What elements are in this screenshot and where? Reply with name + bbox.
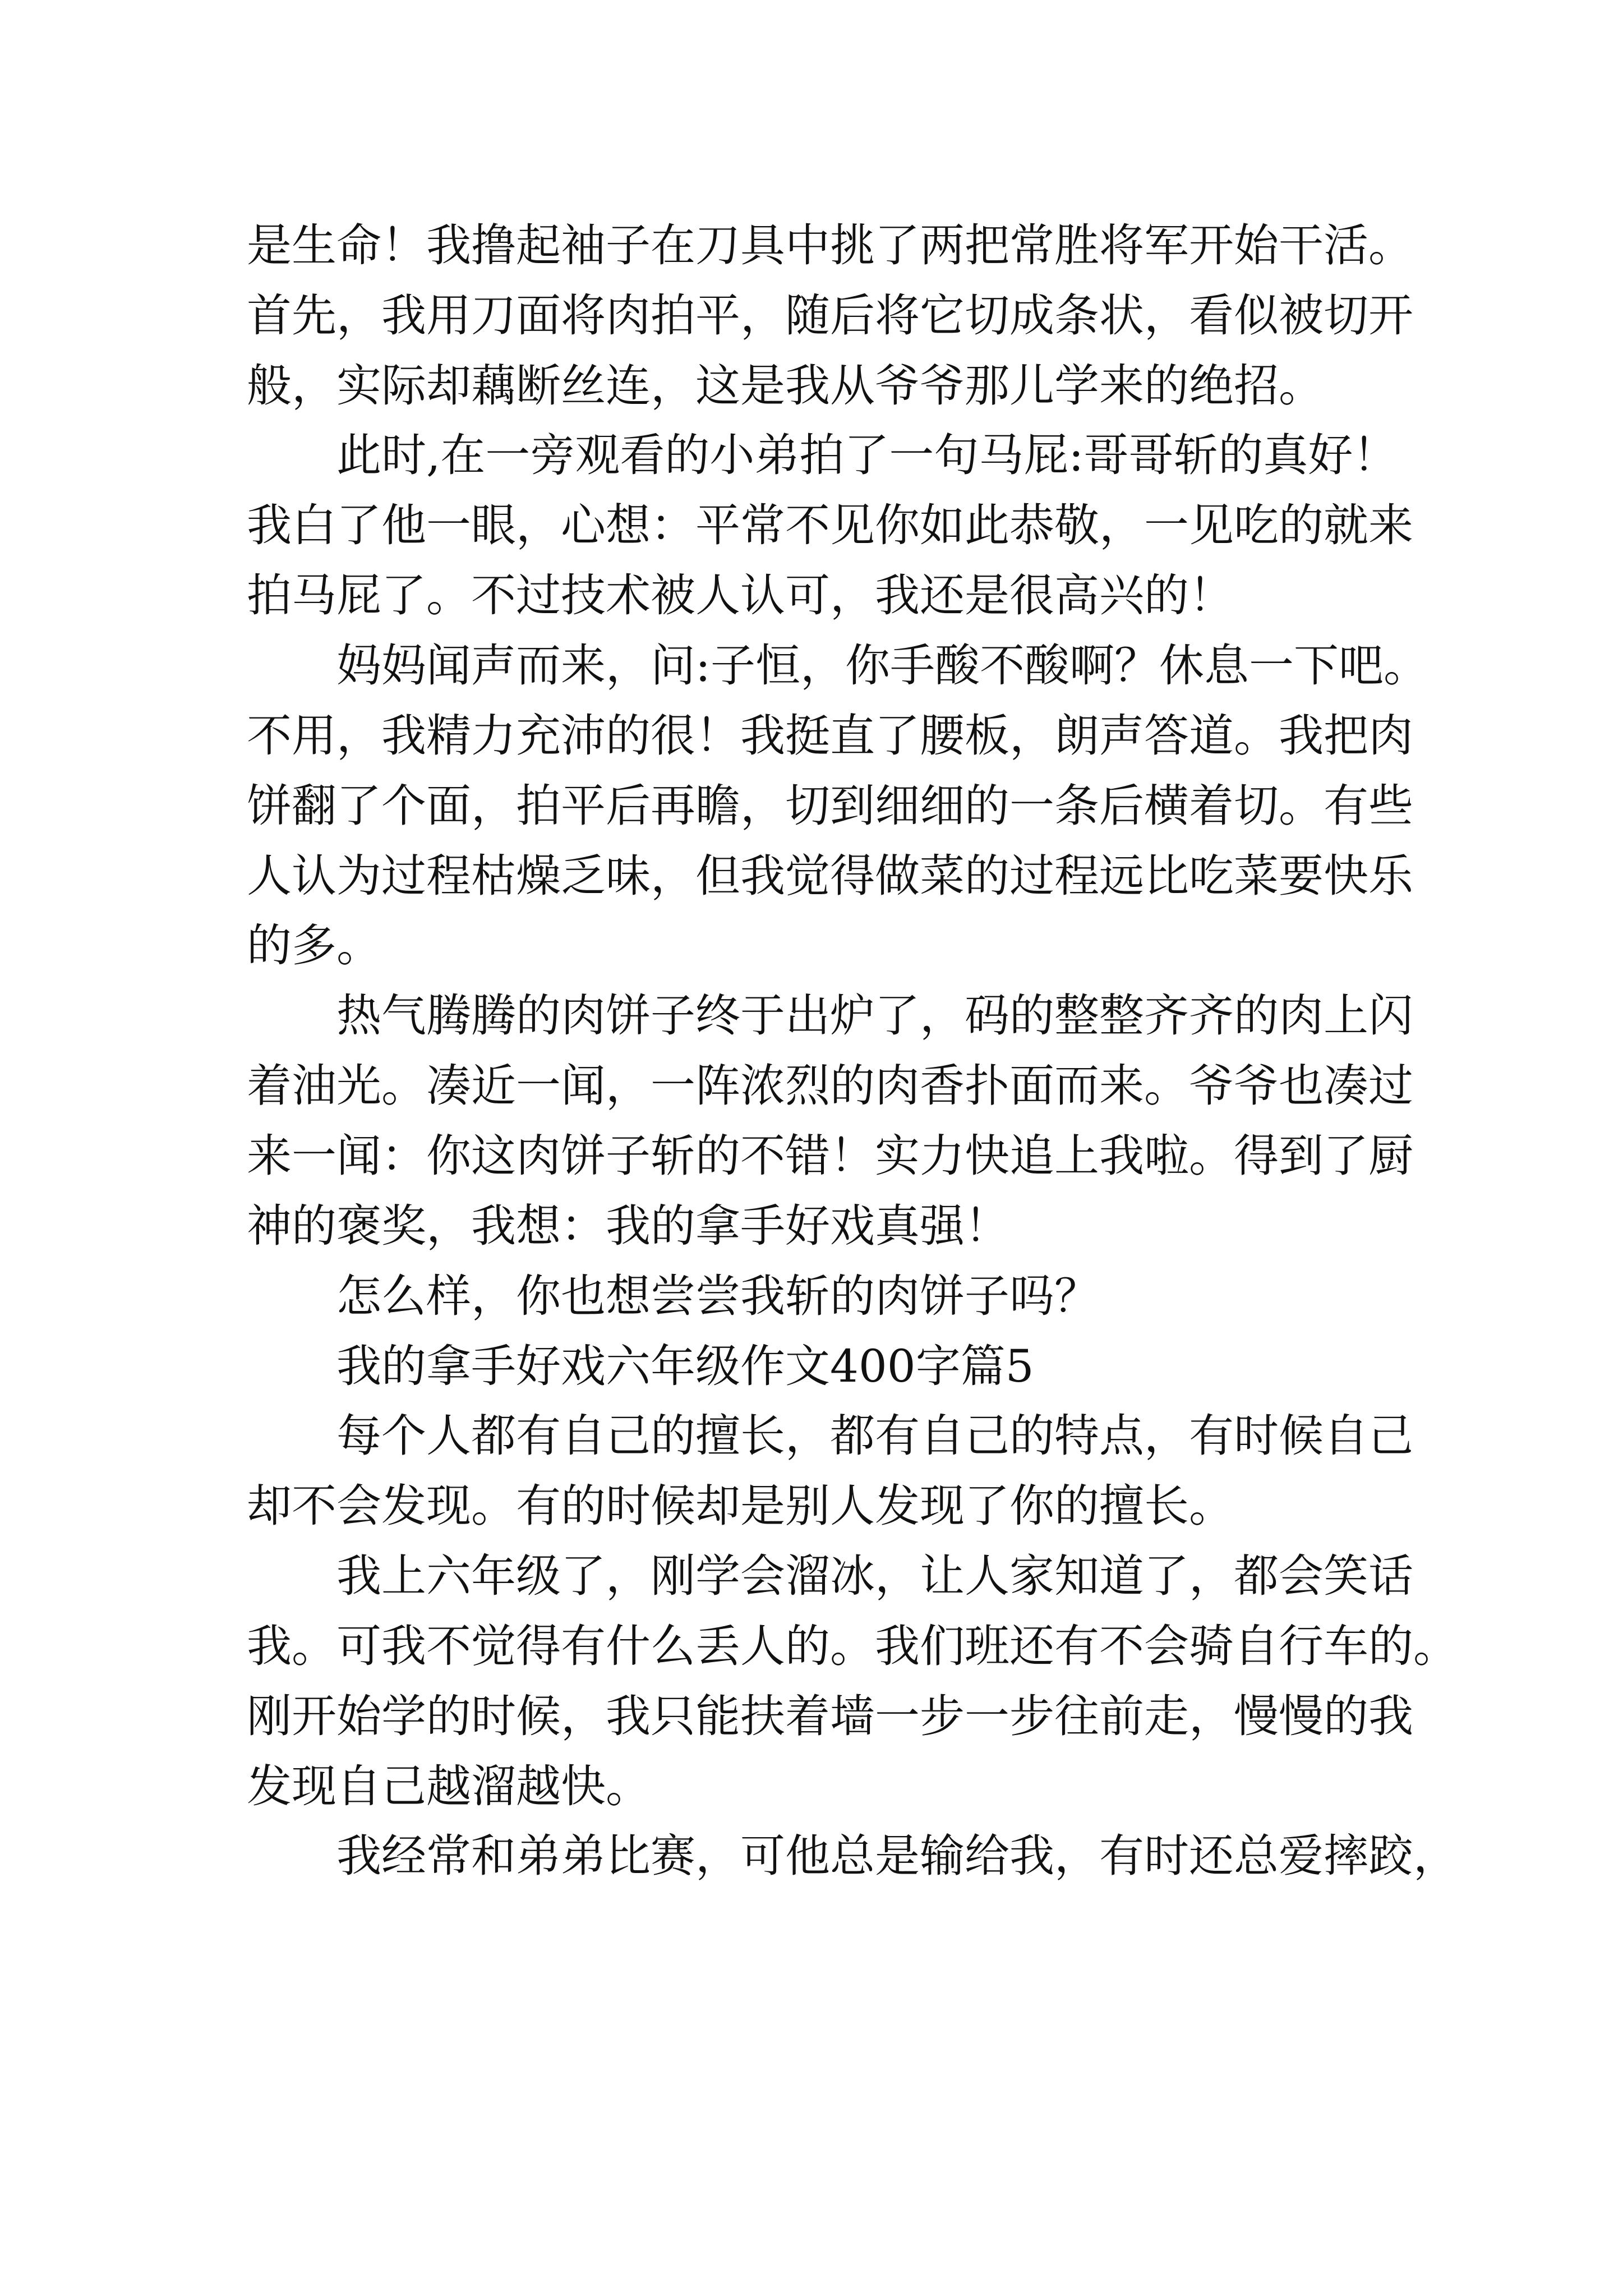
text-line: 首先，我用刀面将肉拍平，随后将它切成条状，看似被切开 [247, 289, 1413, 342]
paragraph-start-line: 妈妈闻声而来，问:子恒，你手酸不酸啊？休息一下吧。 [336, 639, 1428, 692]
text-line: 饼翻了个面，拍平后再瞻，切到细细的一条后横着切。有些 [247, 780, 1413, 832]
text-line: 人认为过程枯燥乏味，但我觉得做菜的过程远比吃菜要快乐 [247, 850, 1413, 902]
text-line: 刚开始学的时候，我只能扶着墙一步一步往前走，慢慢的我 [247, 1690, 1413, 1742]
section-heading: 我的拿手好戏六年级作文400字篇5 [336, 1340, 1034, 1392]
paragraph-start-line: 此时,在一旁观看的小弟拍了一句马屁:哥哥斩的真好！ [336, 429, 1398, 481]
paragraph-start-line: 每个人都有自己的擅长，都有自己的特点，有时候自己 [336, 1410, 1413, 1462]
text-line: 着油光。凑近一闻，一阵浓烈的肉香扑面而来。爷爷也凑过 [247, 1060, 1413, 1112]
text-line: 神的褒奖，我想：我的拿手好戏真强！ [247, 1200, 1009, 1252]
paragraph-start-line: 怎么样，你也想尝尝我斩的肉饼子吗？ [336, 1270, 1099, 1322]
text-line: 般，实际却藕断丝连，这是我从爷爷那儿学来的绝招。 [247, 360, 1324, 412]
text-line: 拍马屁了。不过技术被人认可，我还是很高兴的！ [247, 569, 1234, 622]
text-line: 来一闻：你这肉饼子斩的不错！实力快追上我啦。得到了厨 [247, 1130, 1413, 1182]
text-line: 我。可我不觉得有什么丢人的。我们班还有不会骑自行车的。 [247, 1620, 1458, 1672]
text-line: 是生命！我撸起袖子在刀具中挑了两把常胜将军开始干活。 [247, 219, 1413, 272]
text-line: 不用，我精力充沛的很！我挺直了腰板，朗声答道。我把肉 [247, 710, 1413, 762]
text-line: 发现自己越溜越快。 [247, 1760, 651, 1812]
text-line: 却不会发现。有的时候却是别人发现了你的擅长。 [247, 1480, 1234, 1532]
paragraph-start-line: 热气腾腾的肉饼子终于出炉了，码的整整齐齐的肉上闪 [336, 990, 1413, 1042]
paragraph-start-line: 我上六年级了，刚学会溜冰，让人家知道了，都会笑话 [336, 1550, 1413, 1602]
paragraph-start-line: 我经常和弟弟比赛，可他总是输给我，有时还总爱摔跤， [336, 1830, 1458, 1882]
text-line: 我白了他一眼，心想：平常不见你如此恭敬，一见吃的就来 [247, 499, 1413, 551]
text-line: 的多。 [247, 919, 381, 972]
